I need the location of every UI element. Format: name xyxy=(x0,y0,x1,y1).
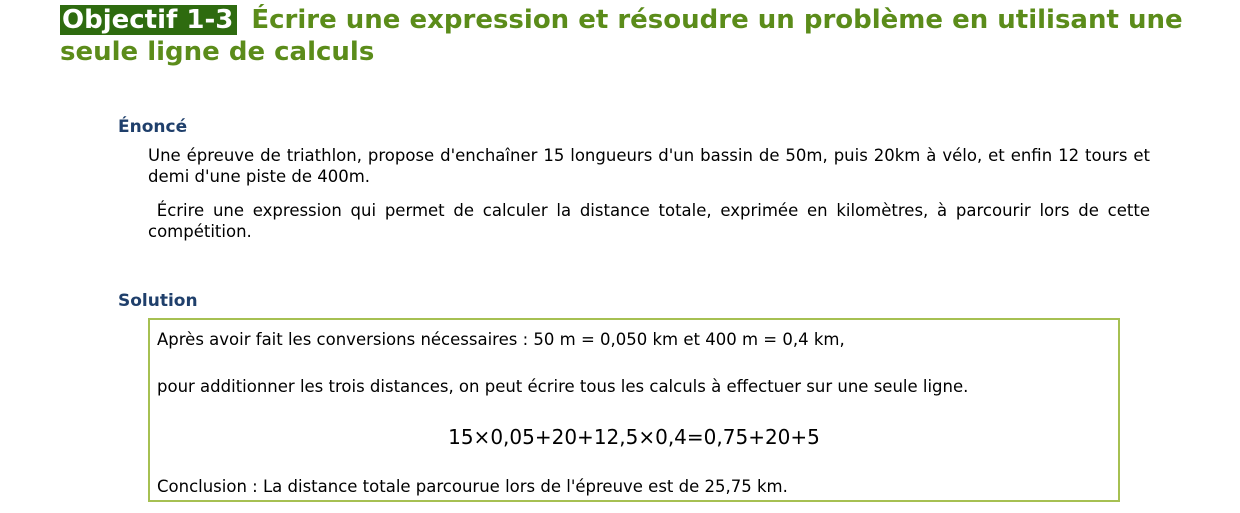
enonce-paragraph-1: Une épreuve de triathlon, propose d'enchaîner 15 longueurs d'un bassin de 50m, puis 20km à vélo, et enfin 12 tours et demi d'une piste de 400m. xyxy=(148,146,1150,186)
solution-conclusion: Conclusion : La distance totale parcourue lors de l'épreuve est de 25,75 km. xyxy=(157,477,788,496)
solution-formula: 15×0,05+20+12,5×0,4=0,75+20+5 xyxy=(448,425,820,449)
solution-conversions: Après avoir fait les conversions nécessaires : 50 m = 0,050 km et 400 m = 0,4 km, xyxy=(157,330,845,349)
objective-title: Écrire une expression et résoudre un problème en utilisant une seule ligne de calculs xyxy=(60,5,1183,67)
solution-heading: Solution xyxy=(118,291,198,311)
enonce-heading: Énoncé xyxy=(118,117,188,137)
page-title xyxy=(60,4,1210,68)
solution-explanation: pour additionner les trois distances, on peut écrire tous les calculs à effectuer sur une seule ligne. xyxy=(157,377,969,396)
solution-box xyxy=(148,318,1120,502)
enonce-paragraph-2-text: Écrire une expression qui permet de calculer la distance totale, exprimée en kilomètres, à parcourir lors de cette compétition. xyxy=(148,201,1150,241)
enonce-paragraph-2 xyxy=(148,200,1150,242)
objective-badge: Objectif 1-3 xyxy=(60,5,237,35)
